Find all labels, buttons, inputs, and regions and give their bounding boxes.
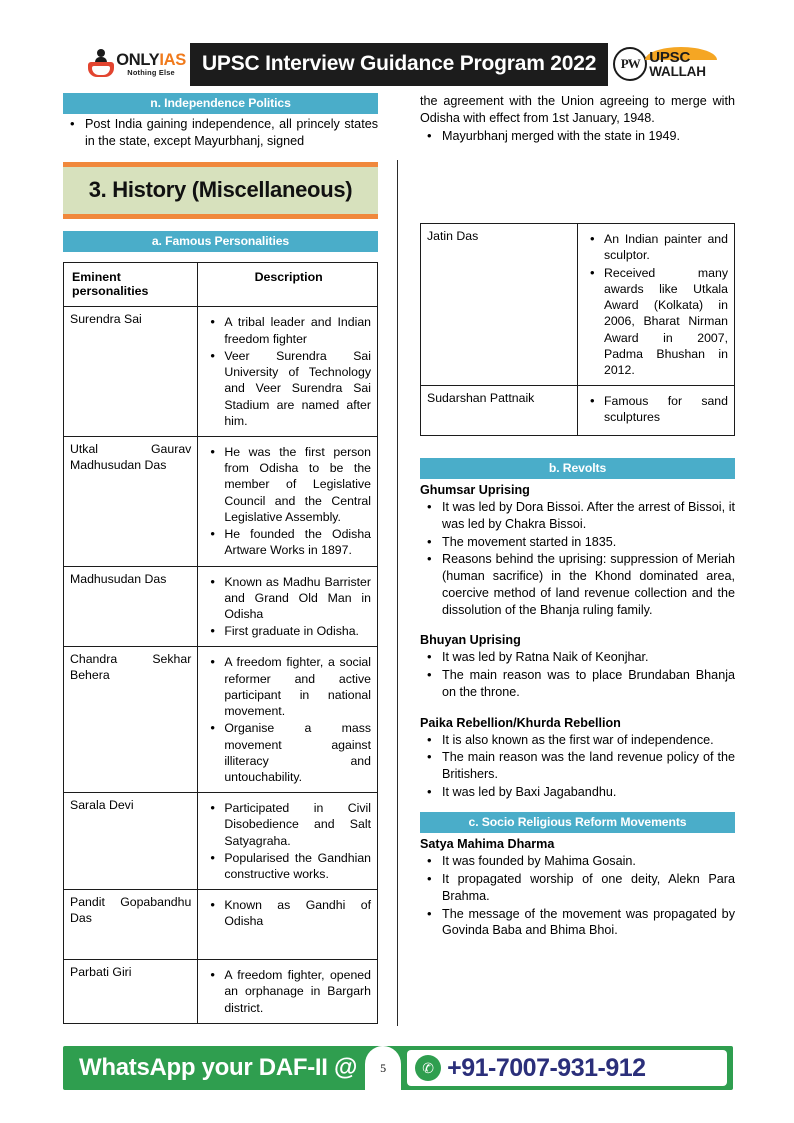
person-description — [578, 386, 735, 436]
phone-number-text: +91-7007-931-912 — [447, 1053, 646, 1082]
pw-logo — [608, 47, 706, 81]
table-row — [64, 437, 378, 567]
whatsapp-handset-glyph: ✆ — [422, 1060, 434, 1076]
person-name: Pandit Gopabandhu Das — [64, 890, 198, 960]
person-description — [198, 793, 378, 890]
table-row — [421, 224, 735, 386]
whatsapp-icon — [415, 1055, 441, 1081]
pw-wallah-text: WALLAH — [649, 63, 706, 79]
list-item: • It was led by Dora Bissoi. After the arrest of Bissoi, it was led by Chakra Bissoi. — [420, 499, 735, 532]
table-row — [64, 647, 378, 793]
person-name: Sarala Devi — [64, 793, 198, 890]
table-row — [64, 960, 378, 1024]
person-description — [198, 566, 378, 647]
section-banner-history — [63, 162, 378, 219]
list-item: • Organise a mass movement against illiteracy and untouchability. — [204, 720, 371, 785]
list-item: • Received many awards like Utkala Award (Kolkata) in 2006, Bharat Nirman Award in 2007, Padma Bhushan in 2012. — [584, 265, 728, 379]
heading-famous-personalities: a. Famous Personalities — [63, 231, 378, 252]
person-description — [198, 307, 378, 437]
famous-personalities-body — [64, 307, 378, 1023]
heading-revolts: b. Revolts — [420, 458, 735, 479]
ghumsar-uprising-bullets — [420, 499, 735, 618]
subheading-paika-rebellion: Paika Rebellion/Khurda Rebellion — [420, 715, 621, 730]
person-name: Madhusudan Das — [64, 566, 198, 647]
whatsapp-phone-pill[interactable] — [407, 1050, 727, 1086]
satya-mahima-dharma-bullets — [420, 853, 735, 939]
footer-cta-text: WhatsApp your DAF-II @ — [79, 1054, 358, 1081]
column-header-description: Description — [198, 263, 378, 307]
person-name: Surendra Sai — [64, 307, 198, 437]
onlyias-wordmark — [116, 52, 186, 77]
list-item: • Known as Gandhi of Odisha — [204, 897, 371, 929]
person-description — [198, 647, 378, 793]
person-name: Parbati Giri — [64, 960, 198, 1024]
list-item: • It was founded by Mahima Gosain. — [420, 853, 735, 870]
person-name: Sudarshan Pattnaik — [421, 386, 578, 436]
subheading-ghumsar-uprising: Ghumsar Uprising — [420, 483, 530, 498]
table-header-row — [64, 263, 378, 307]
independence-politics-bullets — [63, 116, 378, 149]
list-item: • Mayurbhanj merged with the state in 1949. — [420, 128, 735, 145]
left-column — [63, 93, 378, 1024]
table-row — [64, 890, 378, 960]
list-item: • The movement started in 1835. — [420, 534, 735, 551]
paika-rebellion-bullets — [420, 732, 735, 801]
table-row — [64, 793, 378, 890]
list-item: • A freedom fighter, opened an orphanage in Bargarh district. — [204, 967, 371, 1016]
header-inner — [88, 42, 706, 86]
list-item: • It was led by Baxi Jagabandhu. — [420, 784, 735, 801]
list-item: • He founded the Odisha Artware Works in 1897. — [204, 526, 371, 558]
onlyias-tagline: Nothing Else — [127, 68, 175, 78]
bhuyan-uprising-bullets — [420, 649, 735, 700]
table-row — [421, 386, 735, 436]
list-item: • First graduate in Odisha. — [204, 623, 371, 639]
list-item: • An Indian painter and sculptor. — [584, 231, 728, 263]
pw-upsc-text: UPSC — [649, 48, 691, 66]
right-column — [420, 93, 735, 1024]
page-number: 5 — [365, 1046, 401, 1090]
artists-table-body — [421, 224, 735, 436]
person-name: Utkal Gaurav Madhusudan Das — [64, 437, 198, 567]
continuation-paragraph: the agreement with the Union agreeing to merge with Odisha with effect from 1st January, 1948. — [420, 94, 735, 125]
list-item: • Known as Madhu Barrister and Grand Old Man in Odisha — [204, 574, 371, 623]
table-row — [64, 566, 378, 647]
artists-table — [420, 223, 735, 436]
list-item: • Reasons behind the uprising: suppression of Meriah (human sacrifice) in the Khond dominated area, coercive method of land revenue collection and the dissolution of the Bhanja ruling family. — [420, 551, 735, 618]
list-item: • The message of the movement was propagated by Govinda Baba and Bhima Bhoi. — [420, 906, 735, 939]
person-description — [578, 224, 735, 386]
list-item: • Participated in Civil Disobedience and Salt Satyagraha. — [204, 800, 371, 849]
page-header — [0, 38, 794, 90]
list-item: • The main reason was the land revenue policy of the Britishers. — [420, 749, 735, 782]
page-content — [63, 93, 735, 1024]
section-title: 3. History (Miscellaneous) — [88, 177, 353, 203]
onlyias-only-text: ONLY — [116, 50, 160, 69]
onlyias-logo — [88, 49, 190, 79]
list-item: • The main reason was to place Brundaban Bhanja on the throne. — [420, 667, 735, 700]
subheading-satya-mahima-dharma: Satya Mahima Dharma — [420, 837, 555, 852]
table-row — [64, 307, 378, 437]
list-item: • He was the first person from Odisha to be the member of Legislative Council and the Central Legislative Assembly. — [204, 444, 371, 525]
famous-personalities-table — [63, 262, 378, 1023]
person-description — [198, 890, 378, 960]
list-item: • Popularised the Gandhian constructive works. — [204, 850, 371, 882]
list-item: • Famous for sand sculptures — [584, 393, 728, 425]
onlyias-lamp-icon — [88, 49, 114, 79]
person-description — [198, 960, 378, 1024]
heading-socio-religious-reform: c. Socio Religious Reform Movements — [420, 812, 735, 833]
list-item: • It was led by Ratna Naik of Keonjhar. — [420, 649, 735, 666]
pw-wordmark — [649, 50, 706, 79]
list-item: • Post India gaining independence, all princely states in the state, except Mayurbhanj, signed — [63, 116, 378, 149]
column-header-name: Eminent personalities — [64, 263, 198, 307]
onlyias-ias-text: IAS — [159, 50, 186, 69]
list-item: • It propagated worship of one deity, Alekn Para Brahma. — [420, 871, 735, 904]
mayurbhanj-bullets — [420, 128, 735, 145]
list-item: • A tribal leader and Indian freedom fighter — [204, 314, 371, 346]
subheading-bhuyan-uprising: Bhuyan Uprising — [420, 633, 521, 648]
list-item: • It is also known as the first war of independence. — [420, 732, 735, 749]
list-item: • Veer Surendra Sai University of Technology and Veer Surendra Sai Stadium are named after him. — [204, 348, 371, 429]
person-name: Jatin Das — [421, 224, 578, 386]
list-item: • A freedom fighter, a social reformer and active participant in national movement. — [204, 654, 371, 719]
heading-independence-politics: n. Independence Politics — [63, 93, 378, 114]
header-title: UPSC Interview Guidance Program 2022 — [190, 43, 608, 86]
footer-banner — [63, 1046, 733, 1090]
pw-monogram-icon: PW — [613, 47, 647, 81]
person-description — [198, 437, 378, 567]
person-name: Chandra Sekhar Behera — [64, 647, 198, 793]
